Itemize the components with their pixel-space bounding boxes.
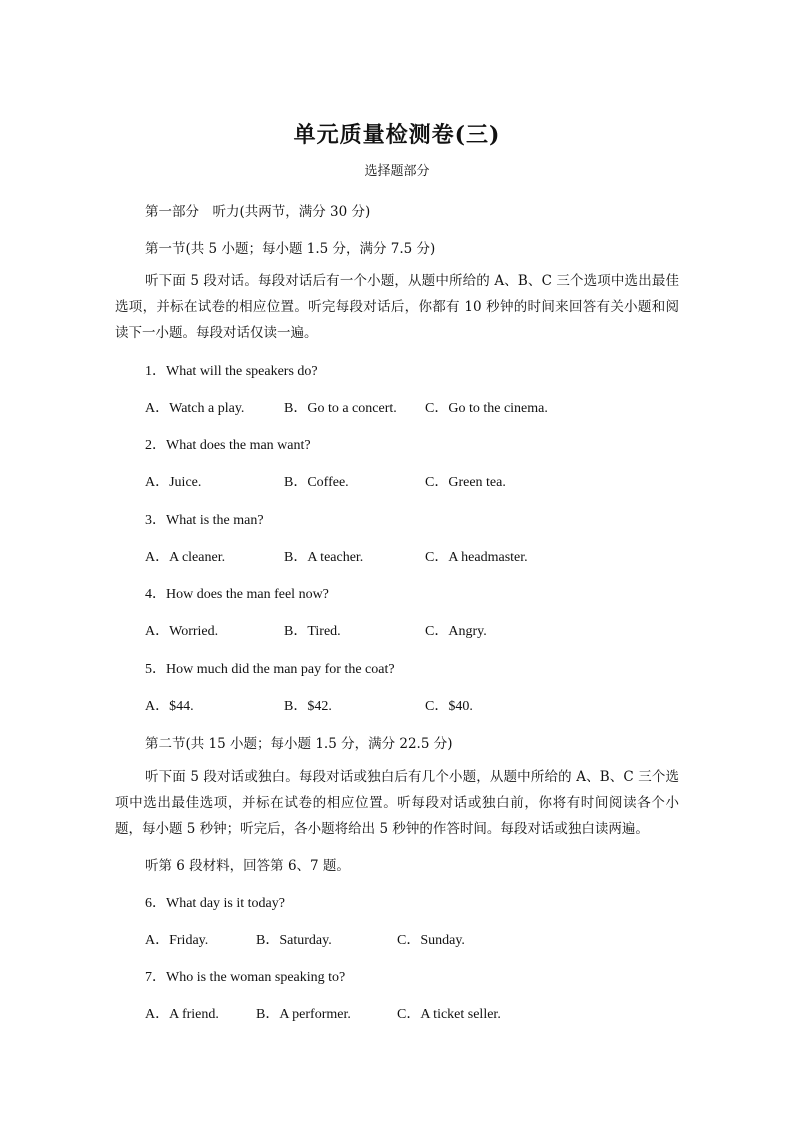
question-stem: 7．Who is the woman speaking to?	[145, 970, 346, 985]
page-title: 单元质量检测卷(三)	[293, 122, 501, 148]
option-c: C．Angry.	[425, 624, 487, 639]
question-stem: 5．How much did the man pay for the coat?	[145, 662, 395, 677]
option-b: B．$42.	[284, 699, 332, 714]
question-stem: 3．What is the man?	[145, 513, 264, 528]
page-subtitle: 选择题部分	[364, 164, 430, 179]
question-stem: 1．What will the speakers do?	[145, 364, 318, 379]
part1-heading: 第一部分 听力(共两节，满分 30 分)	[145, 204, 371, 220]
question-stem: 6．What day is it today?	[145, 896, 285, 911]
option-c: C．$40.	[425, 699, 473, 714]
option-b: B．A teacher.	[284, 550, 364, 565]
option-a: A．Worried.	[145, 624, 219, 639]
question-stem: 4．How does the man feel now?	[145, 587, 329, 602]
option-a: A．A friend.	[145, 1007, 219, 1022]
option-a: A．$44.	[145, 699, 194, 714]
option-a: A．Friday.	[145, 933, 209, 948]
option-b: B．Tired.	[284, 624, 341, 639]
option-c: C．Go to the cinema.	[425, 401, 548, 416]
option-a: A．Juice.	[145, 475, 202, 490]
option-b: B．A performer.	[256, 1007, 351, 1022]
option-c: C．A ticket seller.	[397, 1007, 501, 1022]
option-c: C．Green tea.	[425, 475, 506, 490]
section1-instructions: 听下面 5 段对话。每段对话后有一个小题，从题中所给的 A、B、C 三个选项中选出最佳选项，并标在试卷的相应位置。听完每段对话后，你都有 10 秒钟的时间来回答有关小题和阅读下一小题。每段对话仅读一遍。	[115, 273, 679, 341]
option-a: A．A cleaner.	[145, 550, 226, 565]
option-c: C．Sunday.	[397, 933, 465, 948]
option-c: C．A headmaster.	[425, 550, 528, 565]
section2-heading: 第二节(共 15 小题；每小题 1.5 分，满分 22.5 分)	[145, 736, 453, 752]
material-6-heading: 听第 6 段材料，回答第 6、7 题。	[145, 858, 350, 874]
option-b: B．Coffee.	[284, 475, 349, 490]
option-a: A．Watch a play.	[145, 401, 245, 416]
option-b: B．Go to a concert.	[284, 401, 397, 416]
section1-heading: 第一节(共 5 小题；每小题 1.5 分，满分 7.5 分)	[145, 241, 436, 257]
question-stem: 2．What does the man want?	[145, 438, 311, 453]
option-b: B．Saturday.	[256, 933, 332, 948]
section2-instructions: 听下面 5 段对话或独白。每段对话或独白后有几个小题，从题中所给的 A、B、C 三个选项中选出最佳选项，并标在试卷的相应位置。听每段对话或独白前，你将有时间阅读各个小题，每小题 5 秒钟；听完后，各小题将给出 5 秒钟的作答时间。每段对话或独白读两遍。	[115, 769, 679, 837]
